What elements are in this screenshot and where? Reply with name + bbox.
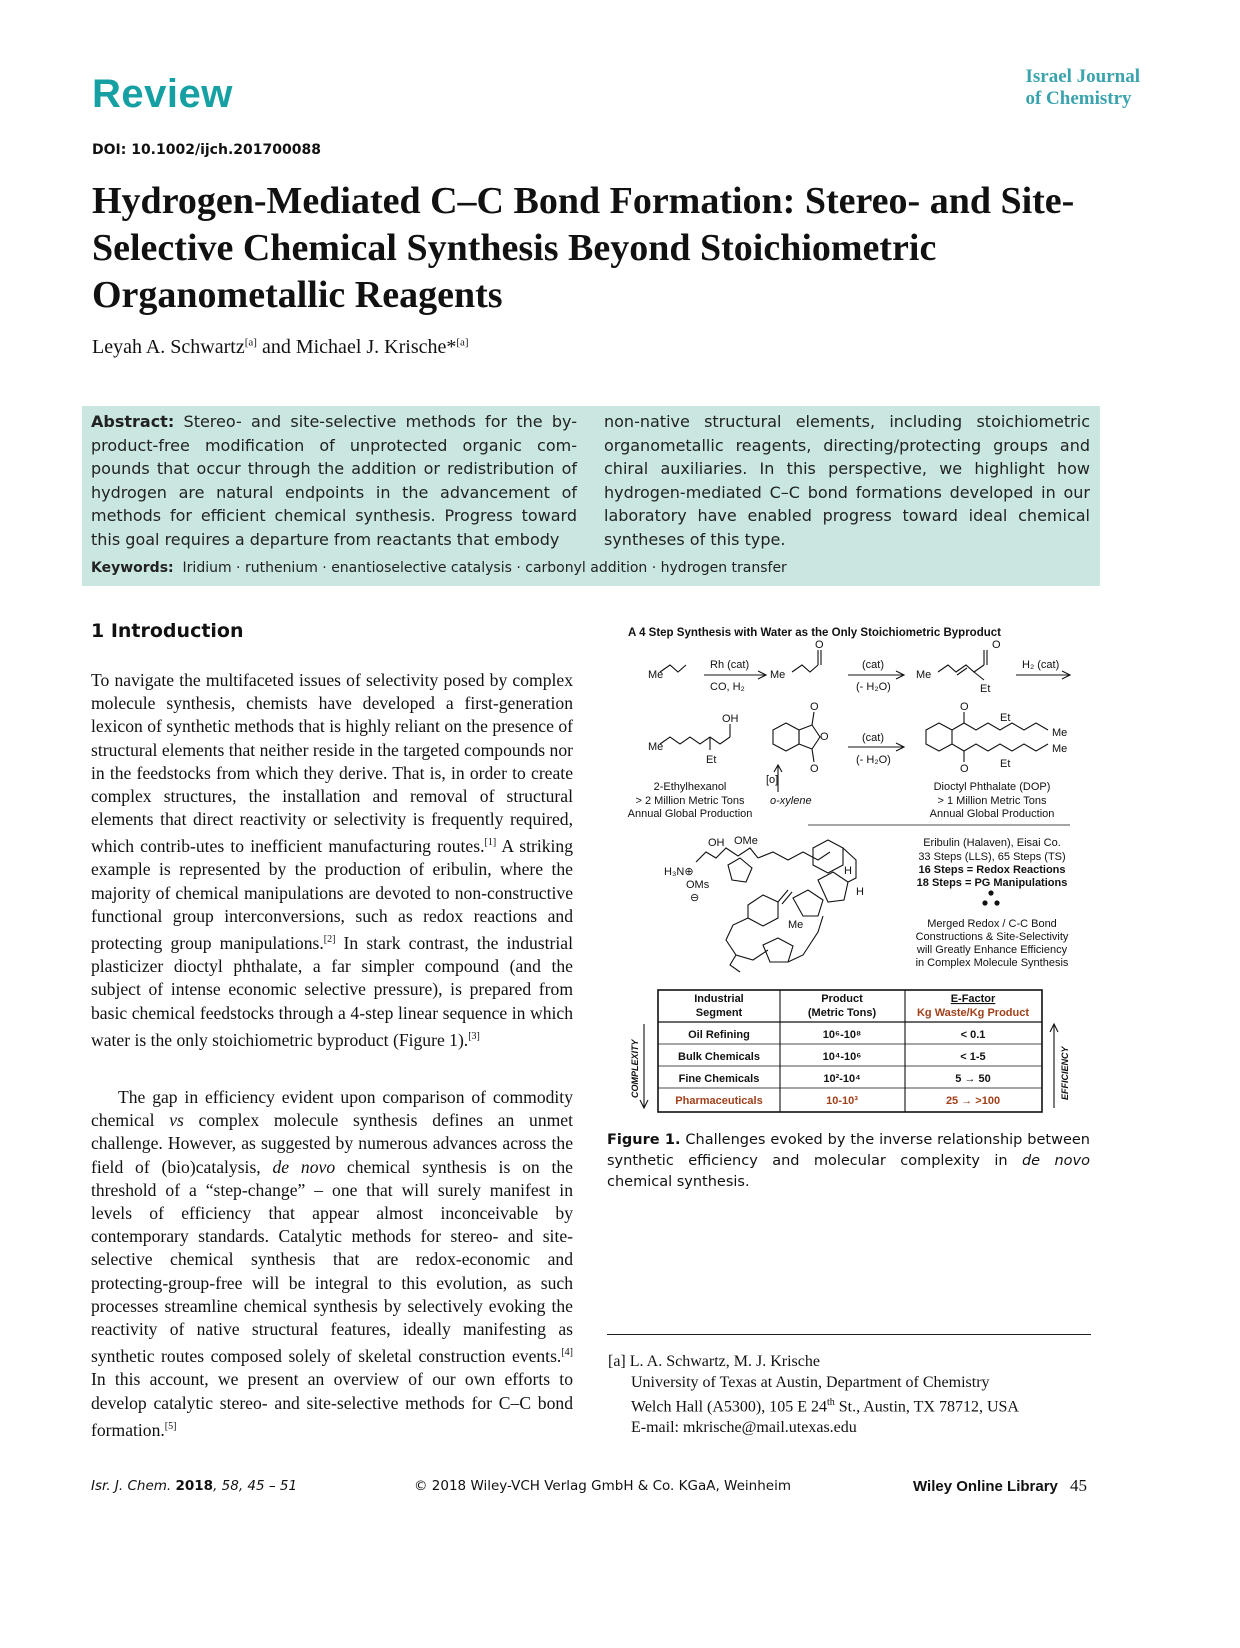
atom-label: Et (706, 754, 717, 766)
paragraph-text: In this account, we present an overview of our own efforts to develop catalytic stereo- and site-selective methods for C–C bond formation. (91, 1369, 573, 1440)
caption-italic: de novo (1021, 1153, 1090, 1169)
table-cell: Fine Chemicals (678, 1073, 760, 1085)
abstract-text-left: Stereo- and site-selective methods for the by-product-free modification of unprotected organic com-pounds that occur through the addition or redistribution of hydrogen are natural endpoints in the advancement of methods for efficient chemical synthesis. Progress toward this goal requires a departure from reactants that embody (91, 412, 577, 549)
ethylhexanol-structure (660, 737, 730, 744)
rxn-condition: (- H₂O) (856, 681, 891, 693)
atom-label: Me (916, 669, 932, 681)
reagent-label: o-xylene (770, 795, 812, 807)
eribulin-note: 16 Steps = Redox Reactions (918, 864, 1066, 876)
compound-caption: > 2 Million Metric Tons (635, 795, 745, 807)
atom-label: OH (722, 713, 739, 725)
author-1-affiliation: [a] (244, 336, 257, 349)
atom-label: OH (708, 837, 725, 849)
affiliation-address-sup: th (827, 1397, 835, 1408)
table-cell: < 0.1 (960, 1029, 986, 1041)
footnote-rule (607, 1334, 1091, 1335)
intro-paragraph-1 (91, 669, 573, 1052)
table-header-accent: Kg Waste/Kg Product (916, 1007, 1030, 1019)
author-2: Michael J. Krische* (295, 336, 457, 358)
table-cell-accent: 10-10³ (826, 1095, 858, 1107)
author-1: Leyah A. Schwartz (92, 336, 245, 358)
propene-structure (660, 665, 686, 672)
table-header: Industrial (694, 993, 744, 1005)
atom-label: Et (1000, 712, 1011, 724)
section-label: Review (92, 72, 233, 116)
reference-link[interactable]: [5] (164, 1420, 177, 1432)
atom-label: Et (1000, 758, 1011, 770)
complexity-label: COMPLEXITY (630, 1039, 640, 1098)
footer-library-link[interactable]: Wiley Online Library (913, 1478, 1058, 1495)
therefore-dot (982, 900, 987, 905)
reference-link[interactable]: [2] (323, 934, 336, 946)
doi: DOI: 10.1002/ijch.201700088 (92, 142, 321, 158)
table-header: Product (821, 993, 863, 1005)
table-cell: 10⁶-10⁸ (822, 1029, 862, 1041)
merged-note: will Greatly Enhance Efficiency (916, 944, 1068, 956)
abstract-column-left (91, 410, 577, 551)
compound-caption: Dioctyl Phthalate (DOP) (933, 781, 1051, 793)
merged-note: Constructions & Site-Selectivity (915, 931, 1069, 943)
compound-caption: > 1 Million Metric Tons (937, 795, 1047, 807)
footer-journal: Isr. J. Chem. (91, 1478, 172, 1494)
compound-caption: Annual Global Production (929, 808, 1055, 820)
atom-label: O (960, 763, 969, 775)
eribulin-note: 18 Steps = PG Manipulations (916, 877, 1068, 889)
atom-label: Me (1052, 743, 1068, 755)
table-cell: 5 → 50 (955, 1073, 991, 1085)
paragraph-text: The gap in efficiency evident upon comparison of commodity chemical (91, 1087, 573, 1131)
atom-label: Me (1052, 727, 1068, 739)
figure-caption (607, 1130, 1090, 1193)
abstract-column-right (604, 410, 1090, 551)
paragraph-text: chemical synthesis is on the threshold of a “step-change” – one that will surely manifest in levels of efficiency that appear almost inconceivable by contemporary standards. Catalytic methods for stereo- and site-selective chemical synthesis that are redox-economic and protecting-group-free will be integral to this evolution, as such processes streamline chemical synthesis by selectively evoking the reactivity of native structural features, ideally manifesting as synthetic routes composed solely of skeletal construction events. (91, 1156, 573, 1367)
atom-label: O (810, 763, 819, 775)
compound-caption: 2-Ethylhexanol (653, 781, 727, 793)
atom-label: OMe (734, 835, 758, 847)
affiliation-line: University of Texas at Austin, Department of Chemistry (631, 1373, 990, 1391)
footer-volume: , 58, 45 – 51 (213, 1478, 298, 1494)
table-header: E-Factor (950, 993, 996, 1005)
atom-label: Me (648, 741, 664, 753)
table-cell-accent: 25 → >100 (945, 1095, 1001, 1107)
atom-label: O (820, 731, 829, 743)
section-heading: 1 Introduction (91, 620, 244, 642)
atom-label: ⊖ (690, 892, 700, 904)
eribulin-note: 33 Steps (LLS), 65 Steps (TS) (918, 851, 1066, 863)
table-header: (Metric Tons) (807, 1007, 877, 1019)
butanal-structure (792, 665, 818, 672)
atom-label: Me (648, 669, 664, 681)
paragraph-italic: vs (169, 1110, 184, 1131)
rxn-condition: CO, H₂ (710, 681, 745, 693)
footer-copyright: © 2018 Wiley-VCH Verlag GmbH & Co. KGaA, Weinheim (414, 1478, 791, 1494)
therefore-dot (994, 900, 999, 905)
article-title: Hydrogen-Mediated C–C Bond Formation: Stereo- and Site-Selective Chemical Synthesis Beyond Stoichiometric Organometallic Reagents (92, 180, 1075, 316)
keywords-label: Keywords: (91, 560, 174, 576)
paragraph-italic: de novo (272, 1156, 336, 1177)
paragraph-text: A striking example is represented by the production of eribulin, where the majority of chemical manipulations are devoted to non-constructive functional group interconversions, such as redox reactions and protecting group manipulations. (91, 836, 573, 953)
affiliation-label: [a] (608, 1353, 626, 1370)
journal-logo-line2: of Chemistry (1025, 88, 1132, 109)
efficiency-label: EFFICIENCY (1060, 1046, 1070, 1100)
atom-label: Me (788, 919, 804, 931)
caption-text: chemical synthesis. (607, 1174, 750, 1190)
abstract-label: Abstract: (91, 412, 175, 431)
merged-note: in Complex Molecule Synthesis (915, 957, 1069, 969)
eribulin-structure (696, 840, 856, 972)
atom-label: O (810, 701, 819, 713)
table-cell: < 1-5 (960, 1051, 986, 1063)
keywords-list: Iridium · ruthenium · enantioselective catalysis · carbonyl addition · hydrogen transfer (182, 560, 787, 576)
rxn-condition: (cat) (862, 659, 884, 671)
dop-structure (926, 723, 952, 751)
affiliation-line (608, 1393, 1019, 1418)
atom-label: H (856, 886, 864, 898)
reagent-label: [o] (766, 774, 779, 786)
therefore-dot (988, 890, 993, 895)
paragraph-text: In stark contrast, the industrial plasticizer dioctyl phthalate, a far simpler compound (and the subject of intense economic selective pressure), is prepared from basic chemical feedstocks through a 4-step linear sequence in which water is the only stoichiometric byproduct (Figure 1). (91, 932, 573, 1050)
paragraph-text: To navigate the multifaceted issues of selectivity posed by complex molecule synthesis, chemists have developed a first-generation lexicon of synthetic methods that is highly reliant on the presence of structural elements that neither reside in the targeted compounds nor in the feedstocks from which they derive. That is, in order to create complex structures, the installation and removal of structural elements that direct reactivity or selectivity is frequently required, which contrib-utes to inefficient manufacturing routes. (91, 670, 573, 857)
abstract-text-right: non-native structural elements, including stoichiometric organometallic reagents, directing/protecting groups and chiral auxiliaries. In this perspective, we highlight how hydrogen-mediated C–C bond formations developed in our laboratory have enabled progress toward ideal chemical syntheses of this type. (604, 412, 1090, 549)
compound-caption: Annual Global Production (627, 808, 753, 820)
affiliation-address: Welch Hall (A5300), 105 E 24 (631, 1398, 827, 1416)
footer-citation (91, 1478, 297, 1494)
eribulin-note: Eribulin (Halaven), Eisai Co. (923, 837, 1061, 849)
table-cell: Bulk Chemicals (678, 1051, 760, 1063)
reference-link[interactable]: [4] (561, 1347, 573, 1359)
affiliation-email[interactable]: E-mail: mkrische@mail.utexas.edu (631, 1418, 857, 1436)
footer-year: 2018 (175, 1478, 214, 1494)
rxn-condition: H₂ (cat) (1022, 659, 1060, 671)
journal-logo (1025, 66, 1140, 110)
reference-link[interactable]: [3] (468, 1030, 480, 1042)
merged-note: Merged Redox / C-C Bond (927, 918, 1057, 930)
affiliation-address: St., Austin, TX 78712, USA (834, 1398, 1019, 1416)
reference-link[interactable]: [1] (484, 837, 497, 849)
affiliation-footnote (608, 1352, 1019, 1438)
table-header: Segment (695, 1007, 743, 1019)
rxn-condition: Rh (cat) (710, 659, 750, 671)
caption-text: Challenges evoked by the inverse relationship between synthetic efficiency and molecular complexity in (607, 1132, 1090, 1169)
caption-label: Figure 1. (607, 1132, 681, 1148)
page-number: 45 (1070, 1476, 1087, 1495)
figure-title: A 4 Step Synthesis with Water as the Only Stoichiometric Byproduct (628, 627, 1001, 639)
author-line (92, 336, 469, 359)
rxn-condition: (- H₂O) (856, 754, 891, 766)
atom-label: O (960, 701, 969, 713)
author-conjunction: and (256, 336, 296, 358)
journal-logo-line1: Israel Journal (1025, 66, 1140, 87)
atom-label: OMs (686, 879, 710, 891)
atom-label: Me (770, 669, 786, 681)
atom-label: H₃N⊕ (664, 866, 694, 878)
atom-label: O (992, 639, 1001, 651)
table-cell: 10²-10⁴ (823, 1073, 861, 1085)
keywords (91, 560, 787, 576)
atom-label: O (815, 639, 824, 651)
rxn-condition: (cat) (862, 732, 884, 744)
atom-label: Et (980, 683, 991, 695)
author-2-affiliation: [a] (456, 336, 469, 349)
ethylhexenal-structure (938, 665, 984, 672)
paragraph-text: complex molecule synthesis defines an unmet challenge. However, as suggested by numerous advances across the field of (bio)catalysis, (91, 1110, 573, 1177)
phthalic-anhydride-structure (773, 723, 799, 751)
table-cell: 10⁴-10⁶ (822, 1051, 862, 1063)
intro-paragraph-2 (91, 1086, 573, 1442)
table-cell: Oil Refining (688, 1029, 750, 1041)
figure-1 (608, 620, 1092, 1120)
table-cell-accent: Pharmaceuticals (675, 1095, 763, 1107)
atom-label: H (844, 865, 852, 877)
affiliation-names: L. A. Schwartz, M. J. Krische (629, 1353, 820, 1370)
